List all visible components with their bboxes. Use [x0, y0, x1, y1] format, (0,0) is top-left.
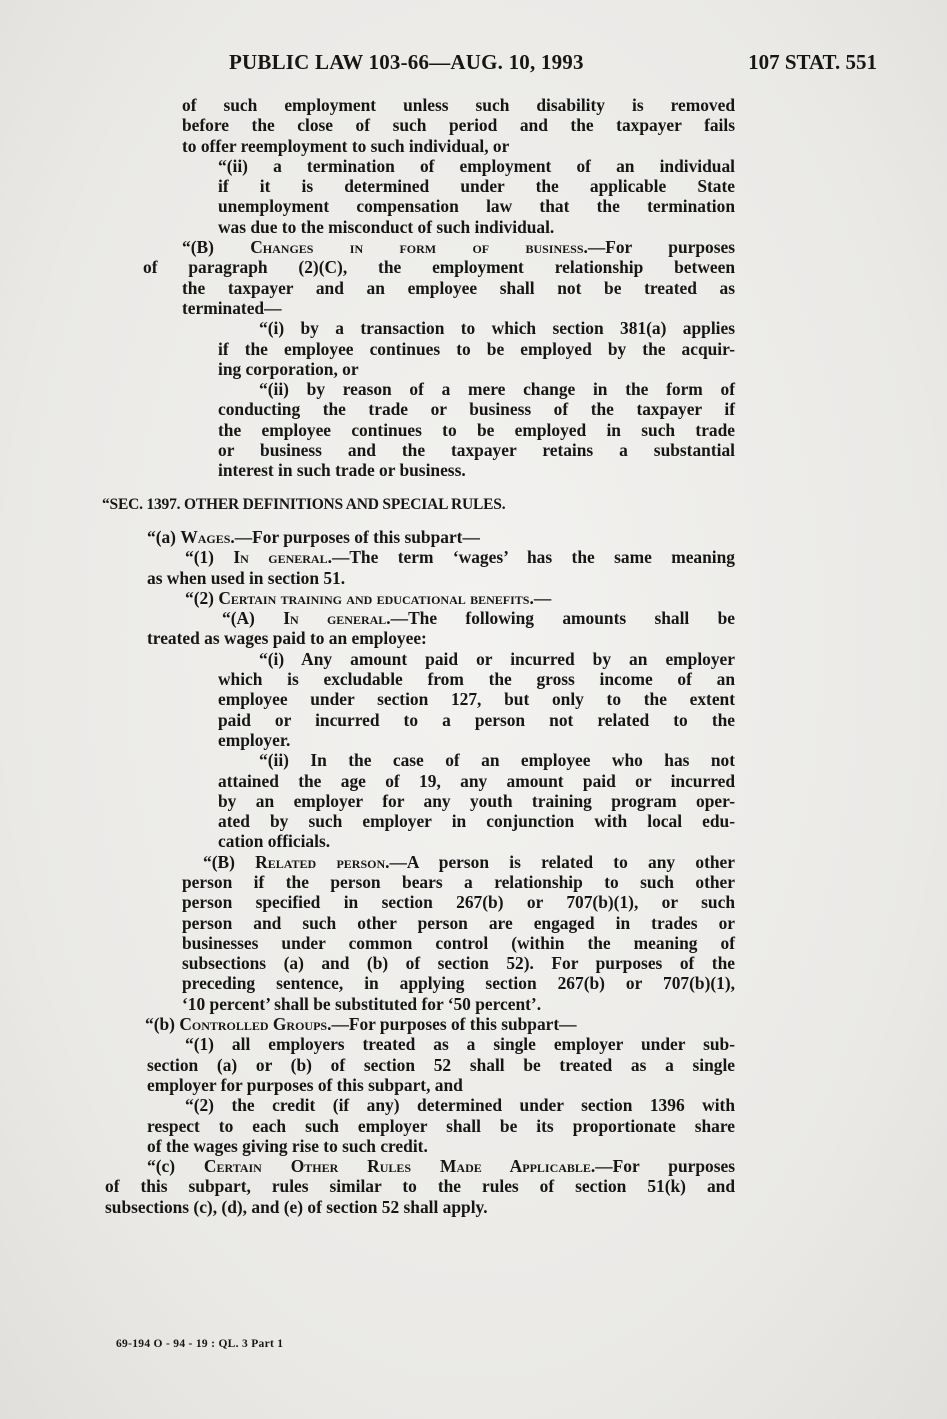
- enumerator: “(b): [145, 1014, 180, 1035]
- text-line: businesses under common control (within the meaning of: [182, 932, 735, 953]
- text-line: paid or incurred to a person not related to the: [218, 709, 735, 730]
- text-line: “(ii) In the case of an employee who has not: [259, 750, 735, 771]
- text-line: terminated—: [182, 297, 282, 318]
- heading-continuation: —The following amounts shall be: [390, 608, 736, 629]
- text-line: employer.: [218, 729, 291, 750]
- subparagraph-heading-line: [182, 237, 735, 257]
- heading-continuation: —For purposes of this subpart—: [331, 1014, 577, 1035]
- running-header: [0, 50, 947, 80]
- text-line: ‘10 percent’ shall be substituted for ‘50 percent’.: [182, 993, 542, 1014]
- text-line: attained the age of 19, any amount paid or incurred: [218, 770, 735, 791]
- paragraph-heading: In general.: [233, 547, 332, 568]
- text-line: subsections (c), (d), and (e) of section 52 shall apply.: [105, 1196, 488, 1217]
- text-line: “(ii) by reason of a mere change in the form of: [259, 379, 735, 400]
- text-line: if the employee continues to be employed by the acquir-: [218, 338, 735, 359]
- text-line: “(i) by a transaction to which section 381(a) applies: [259, 318, 735, 339]
- text-line: of this subpart, rules similar to the rules of section 51(k) and: [105, 1176, 735, 1197]
- paragraph-heading-line: [185, 588, 735, 608]
- text-line: employer for purposes of this subpart, and: [147, 1074, 463, 1095]
- heading-continuation: —: [533, 587, 552, 608]
- text-line: the employee continues to be employed in such trade: [218, 419, 735, 440]
- section-spacer: [105, 515, 735, 527]
- text-line: “(2) the credit (if any) determined under section 1396 with: [185, 1095, 735, 1116]
- text-line: by an employer for any youth training program oper-: [218, 790, 735, 811]
- text-line: of such employment unless such disability is removed: [182, 95, 735, 115]
- enumerator: “(B): [203, 851, 256, 872]
- text-line: conducting the trade or business of the taxpayer if: [218, 399, 735, 420]
- subsection-heading-line: [147, 1156, 735, 1176]
- text-line: employee under section 127, but only to the extent: [218, 689, 735, 710]
- heading-continuation: —The term ‘wages’ has the same meaning: [331, 547, 735, 568]
- heading-continuation: —For purposes of this subpart—: [234, 526, 480, 547]
- text-line: “(i) Any amount paid or incurred by an employer: [259, 648, 735, 669]
- subsection-heading-line: [145, 1014, 735, 1034]
- text-line: of paragraph (2)(C), the employment relationship between: [143, 257, 735, 278]
- text-line: ated by such employer in conjunction with local edu-: [218, 811, 735, 832]
- text-line: preceding sentence, in applying section 267(b) or 707(b)(1),: [182, 973, 735, 994]
- subsection-heading: Wages.: [180, 526, 235, 547]
- text-line: section (a) or (b) of section 52 shall be treated as a single: [147, 1054, 735, 1075]
- paragraph-heading-line: [185, 547, 735, 567]
- text-line: “(1) all employers treated as a single employer under sub-: [185, 1034, 735, 1055]
- printing-office-code: 69-194 O - 94 - 19 : QL. 3 Part 1: [116, 1338, 284, 1350]
- heading-continuation: —For purposes: [587, 237, 735, 258]
- statute-text: [102, 95, 736, 1217]
- text-line: if it is determined under the applicable State: [218, 176, 735, 197]
- subsection-heading: Certain Other Rules Made Applicable.: [203, 1156, 596, 1177]
- text-line: was due to the misconduct of such individual.: [218, 216, 555, 237]
- enumerator: “(1): [185, 547, 234, 568]
- text-line: the taxpayer and an employee shall not be treated as: [182, 277, 735, 298]
- text-line: person if the person bears a relationship to such other: [182, 871, 735, 892]
- subparagraph-heading: In general.: [283, 608, 391, 629]
- text-line: of the wages giving rise to such credit.: [147, 1135, 428, 1156]
- heading-continuation: —For purposes: [595, 1156, 735, 1177]
- text-line: to offer reemployment to such individual, or: [182, 135, 510, 156]
- public-law-citation: PUBLIC LAW 103-66—AUG. 10, 1993: [229, 50, 584, 74]
- text-line: subsections (a) and (b) of section 52). For purposes of the: [182, 953, 735, 974]
- text-line: ing corporation, or: [218, 358, 359, 379]
- heading-continuation: —A person is related to any other: [389, 851, 735, 872]
- text-line: which is excludable from the gross income of an: [218, 669, 735, 690]
- text-line: “(ii) a termination of employment of an individual: [218, 155, 735, 176]
- text-line: or business and the taxpayer retains a substantial: [218, 440, 735, 461]
- text-line: as when used in section 51.: [147, 567, 346, 588]
- statutes-page-number: 107 STAT. 551: [748, 50, 877, 74]
- text-line: interest in such trade or business.: [218, 460, 466, 481]
- subparagraph-heading: Related person.: [255, 851, 390, 872]
- enumerator: “(A): [222, 608, 284, 629]
- enumerator: “(c): [147, 1156, 204, 1177]
- text-line: cation officials.: [218, 831, 331, 852]
- text-line: respect to each such employer shall be its proportionate share: [147, 1115, 735, 1136]
- section-spacer: [105, 481, 735, 495]
- enumerator: “(a): [147, 526, 181, 547]
- subparagraph-heading: Changes in form of business.: [250, 237, 588, 258]
- subparagraph-heading-line: [203, 852, 735, 872]
- text-line: unemployment compensation law that the termination: [218, 196, 735, 217]
- text-line: person specified in section 267(b) or 707(b)(1), or such: [182, 892, 735, 913]
- text-line: before the close of such period and the taxpayer fails: [182, 115, 735, 136]
- enumerator: “(2): [185, 587, 219, 608]
- text-line: treated as wages paid to an employee:: [147, 628, 427, 649]
- subparagraph-heading-line: [222, 608, 735, 628]
- subsection-heading-line: [147, 527, 735, 547]
- section-heading: “SEC. 1397. OTHER DEFINITIONS AND SPECIAL RULES.: [102, 495, 506, 513]
- enumerator: “(B): [182, 237, 251, 258]
- text-line: person and such other person are engaged in trades or: [182, 912, 735, 933]
- subsection-heading: Controlled Groups.: [179, 1014, 332, 1035]
- paragraph-heading: Certain training and educational benefits.: [218, 587, 534, 608]
